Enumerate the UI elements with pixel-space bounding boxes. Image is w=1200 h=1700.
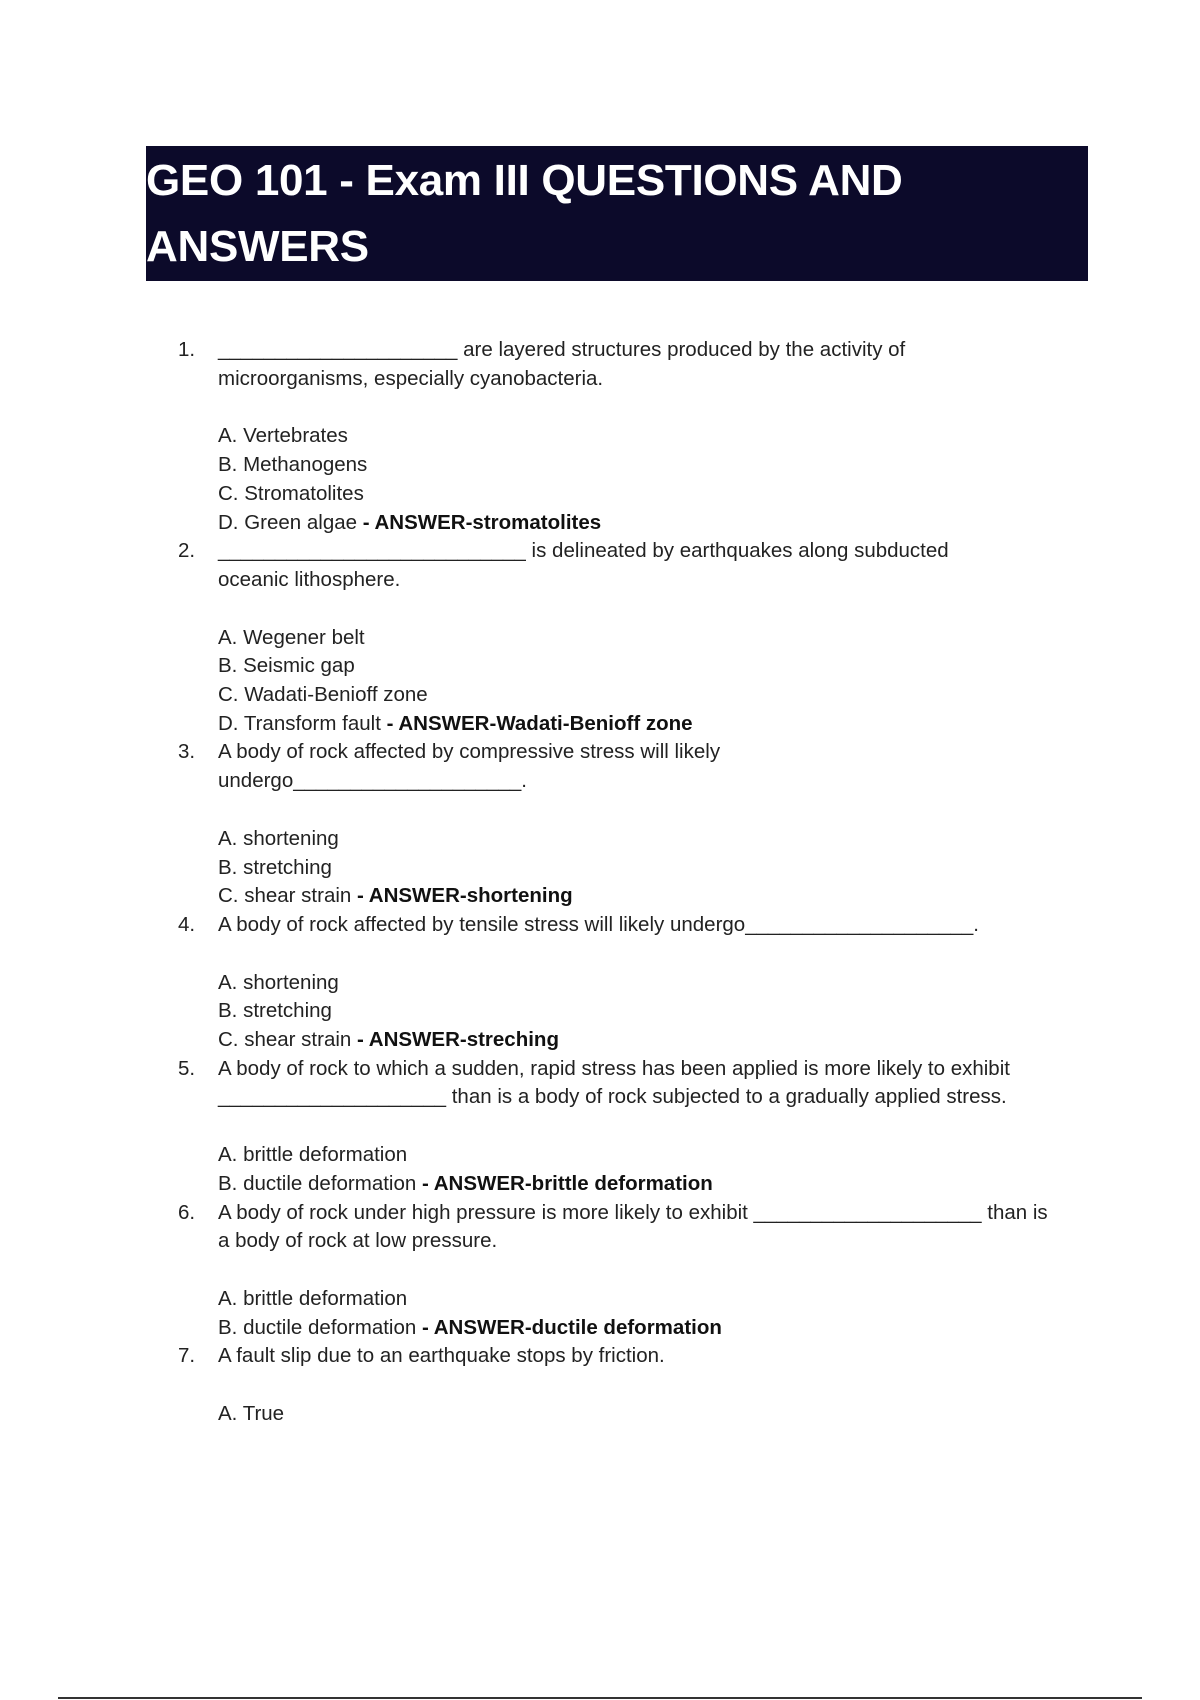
option-item [218, 710, 1098, 739]
option-list [218, 1285, 1098, 1342]
stem-before: A fault slip due to an earthquake stops by friction. [218, 1344, 665, 1368]
option-text: B. ductile deformation [218, 1171, 417, 1195]
stem-before: A body of rock to which a sudden, rapid stress has been applied is more likely to exhibit [218, 1056, 1010, 1080]
option-item: A. Wegener belt [218, 625, 365, 649]
option-item: A. True [218, 1402, 285, 1426]
question-stem [218, 1342, 1098, 1371]
option-list [218, 969, 1098, 1055]
question-number: 2. [178, 539, 196, 563]
option-text: C. shear strain [218, 1028, 352, 1052]
question-number: 3. [178, 740, 196, 764]
answer-blank: ____________________ [745, 912, 974, 936]
answer-key: - ANSWER-brittle deformation [416, 1171, 713, 1195]
option-item [218, 509, 1098, 538]
stem-after: . [973, 912, 979, 936]
option-item [218, 882, 1098, 911]
option-item: A. shortening [218, 826, 339, 850]
answer-key: - ANSWER-ductile deformation [416, 1315, 722, 1339]
option-item: B. stretching [218, 855, 332, 879]
option-list [218, 422, 1098, 537]
footer-divider [58, 1697, 1142, 1699]
question-item [178, 336, 1098, 537]
question-stem [218, 537, 1018, 594]
option-item [218, 1170, 1098, 1199]
option-item: C. Stromatolites [218, 481, 364, 505]
option-list [218, 1400, 1098, 1429]
stem-after: is delineated by earthquakes along subducted oceanic lithosphere. [218, 539, 949, 591]
question-stem [218, 738, 798, 795]
option-text: C. shear strain [218, 884, 352, 908]
answer-blank: ____________________ [753, 1200, 982, 1224]
option-item: A. Vertebrates [218, 424, 348, 448]
answer-blank: _____________________ [218, 338, 458, 361]
option-item: B. Seismic gap [218, 654, 355, 678]
option-item: A. brittle deformation [218, 1143, 408, 1167]
question-number: 7. [178, 1344, 196, 1368]
question-stem [218, 911, 1098, 940]
question-number: 4. [178, 912, 196, 936]
title-banner [146, 146, 1088, 281]
question-item [178, 738, 1098, 911]
option-text: B. ductile deformation [218, 1315, 417, 1339]
question-stem [218, 1055, 1098, 1112]
document-title: GEO 101 - Exam III QUESTIONS AND ANSWERS [146, 156, 903, 271]
answer-key: - ANSWER-Wadati-Benioff zone [380, 711, 693, 735]
option-item [218, 1026, 1098, 1055]
stem-before: A body of rock affected by tensile stress will likely undergo [218, 912, 746, 936]
question-stem [218, 336, 938, 393]
question-item [178, 911, 1098, 1055]
option-text: D. Transform fault [218, 711, 381, 735]
option-item: C. Wadati-Benioff zone [218, 683, 428, 707]
answer-blank: ____________________ [218, 1085, 447, 1109]
option-item: B. stretching [218, 999, 332, 1023]
question-item [178, 1342, 1098, 1428]
question-item [178, 1199, 1098, 1343]
option-item: B. Methanogens [218, 453, 368, 477]
answer-key: - ANSWER-stromatolites [357, 510, 602, 534]
answer-key: - ANSWER-streching [351, 1028, 559, 1052]
answer-blank: ___________________________ [218, 539, 526, 563]
stem-before: A body of rock under high pressure is more likely to exhibit [218, 1200, 754, 1224]
option-text: D. Green algae [218, 510, 358, 534]
question-number: 5. [178, 1056, 196, 1080]
option-item [218, 1314, 1098, 1343]
question-stem [218, 1199, 1058, 1256]
stem-after: are layered structures produced by the activity of microorganisms, especially cyanobacteria. [218, 338, 906, 390]
option-list [218, 624, 1098, 739]
option-item: A. brittle deformation [218, 1286, 408, 1310]
stem-after: . [521, 769, 527, 793]
stem-after: than is a body of rock at low pressure. [218, 1200, 1048, 1253]
answer-key: - ANSWER-shortening [351, 884, 573, 908]
stem-after: than is a body of rock subjected to a gradually applied stress. [446, 1085, 1007, 1109]
option-list [218, 1141, 1098, 1198]
question-list [178, 336, 1098, 1429]
question-number: 1. [178, 338, 196, 361]
question-number: 6. [178, 1200, 196, 1224]
question-item [178, 537, 1098, 738]
option-item: A. shortening [218, 970, 339, 994]
question-item [178, 1055, 1098, 1199]
stem-before: A body of rock affected by compressive stress will likely undergo [218, 740, 721, 793]
option-list [218, 825, 1098, 911]
answer-blank: ____________________ [293, 769, 522, 793]
